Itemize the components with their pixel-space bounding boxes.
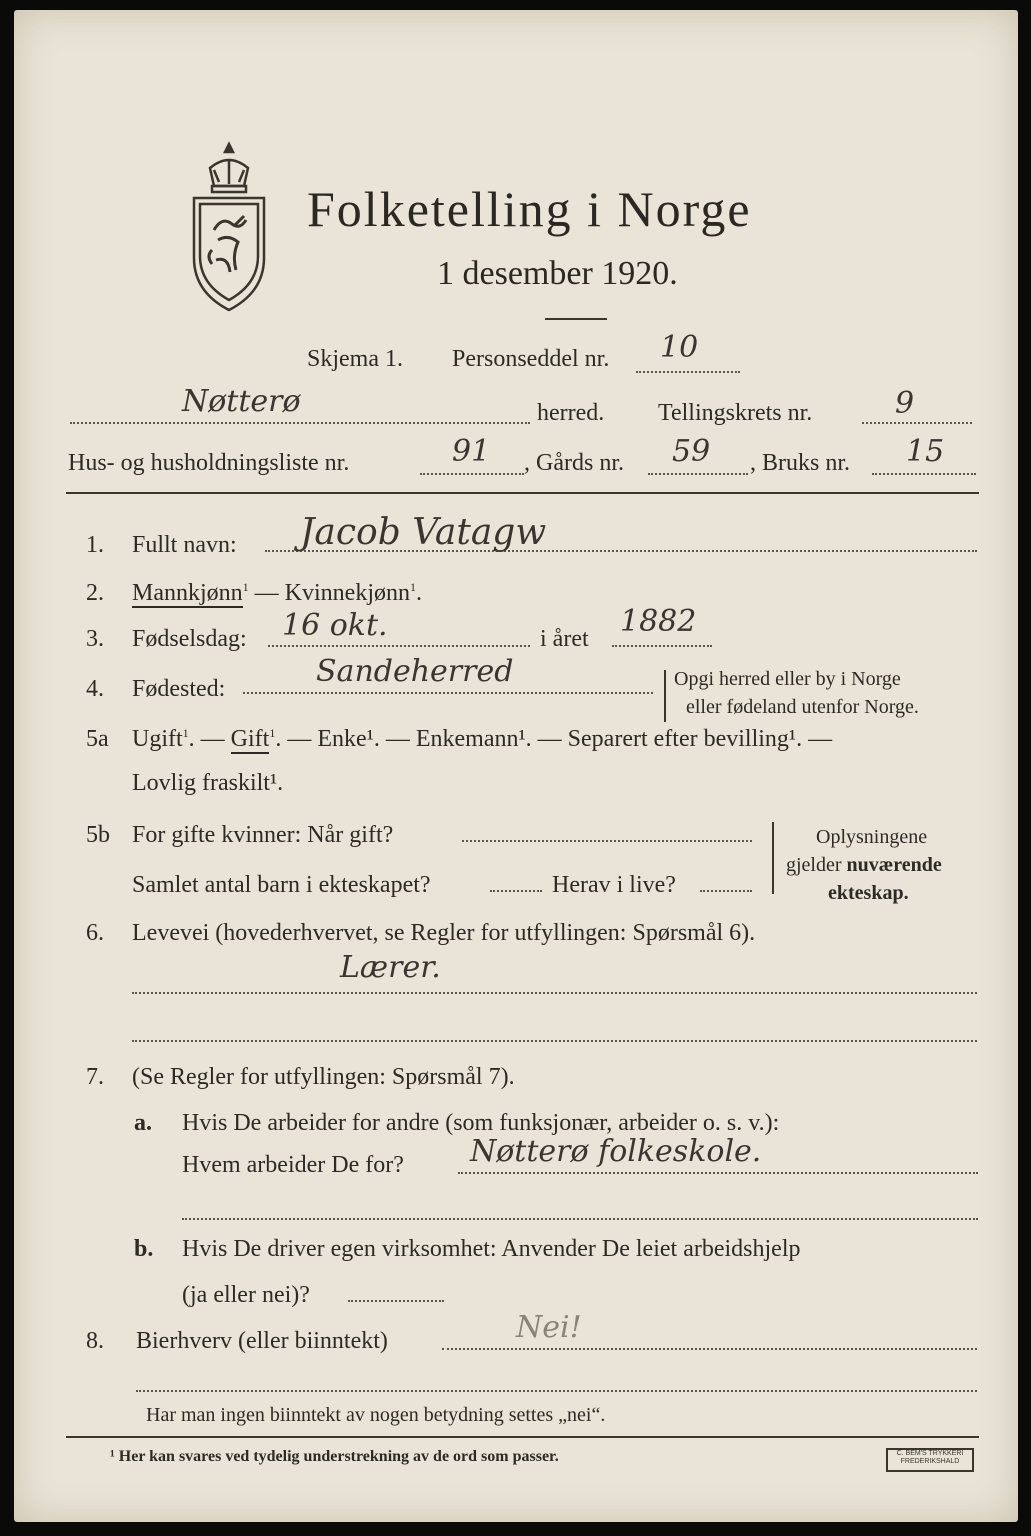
q5b-note-bracket [772,822,774,894]
gards-value[interactable]: 59 [672,434,711,469]
bruks-value[interactable]: 15 [906,434,945,469]
footer-rule [66,1436,979,1438]
q8-line1 [442,1348,977,1350]
herred-value[interactable]: Nøtterø [182,384,301,419]
q5a-line2[interactable]: Lovlig fraskilt¹. [132,770,284,796]
q8-number: 8. [86,1328,104,1354]
q2-sep: — [248,580,285,606]
q7a-question: Hvem arbeider De for? [182,1152,404,1178]
q5b-line3 [700,890,752,892]
q7a-label: Hvis De arbeider for andre (som funksjonær, arbeider o. s. v.): [182,1110,780,1136]
q5a-options: Ugift$^1$. — Gift$^1$. — Enke¹. — Enkemann¹. — Separert efter bevilling¹. — [132,726,833,752]
husholdning-value[interactable]: 91 [452,434,491,469]
q5b-note3: ekteskap. [828,882,909,904]
bruks-line [872,473,976,475]
q5a-gift[interactable]: Gift [230,726,270,752]
q7b-line [348,1300,444,1302]
q3-year-label: i året [540,626,589,652]
q4-number: 4. [86,676,104,702]
q1-label: Fullt navn: [132,532,237,558]
coat-of-arms-icon [188,140,270,315]
q8-line2 [136,1390,977,1392]
q3-year-value[interactable]: 1882 [620,604,697,639]
q7-label: (Se Regler for utfyllingen: Spørsmål 7). [132,1064,515,1090]
q4-note-bracket [664,670,666,722]
q4-note2: eller fødeland utenfor Norge. [686,696,919,718]
q5b-label1: For gifte kvinner: Når gift? [132,822,394,848]
q7a-line2 [182,1218,978,1220]
q1-number: 1. [86,532,104,558]
q2-sup2: 1 [410,580,416,594]
form-subtitle: 1 desember 1920. [437,255,678,292]
tellingskrets-line [862,422,972,424]
q7b-label: Hvis De driver egen virksomhet: Anvender De leiet arbeidshjelp [182,1236,801,1262]
q2-kvinne[interactable]: Kvinnekjønn [284,580,410,606]
q3-number: 3. [86,626,104,652]
husholdning-line [420,473,524,475]
q5b-note2: gjelder nuværende [786,854,942,876]
q6-line2 [132,1040,977,1042]
q5b-label3: Herav i live? [552,872,676,898]
q4-value[interactable]: Sandeherred [316,654,514,689]
q7a-letter: a. [134,1110,152,1136]
q6-label: Levevei (hovederhvervet, se Regler for utfyllingen: Spørsmål 6). [132,920,756,946]
q4-label: Fødested: [132,676,226,702]
q2-sup1: 1 [242,580,249,594]
q7a-value[interactable]: Nøtterø folkeskole. [470,1134,762,1169]
q8-value[interactable]: Nei! [516,1310,582,1345]
q8-label: Bierhverv (eller biinntekt) [136,1328,388,1354]
form-title: Folketelling i Norge [307,181,752,237]
q4-line [243,692,653,694]
tellingskrets-label: Tellingskrets nr. [658,400,813,426]
gards-label: , Gårds nr. [524,450,624,476]
q6-line1 [132,992,977,994]
skjema-label: Skjema 1. [307,346,403,372]
q3-year-line [612,645,712,647]
personseddel-line [636,371,740,373]
q5b-number: 5b [86,822,110,848]
q3-value[interactable]: 16 okt. [282,608,388,643]
q5a-ugift[interactable]: Ugift [132,726,183,752]
q7a-line1 [458,1172,978,1174]
personseddel-label: Personseddel nr. [452,346,610,372]
q5b-label2: Samlet antal barn i ekteskapet? [132,872,431,898]
q3-label: Fødselsdag: [132,626,247,652]
header-rule [66,492,979,494]
q5a-number: 5a [86,726,109,752]
herred-line [70,422,530,424]
q4-note1: Opgi herred eller by i Norge [674,668,901,690]
title-divider [545,318,607,320]
q5b-line2 [490,890,542,892]
q5b-note1: Oplysningene [816,826,928,848]
husholdning-label: Hus- og husholdningsliste nr. [68,450,350,476]
q6-number: 6. [86,920,104,946]
herred-label: herred. [537,400,605,426]
q7-number: 7. [86,1064,104,1090]
q5a-rest: . — Enke¹. — Enkemann¹. — Separert efter bevilling¹. — [275,726,833,752]
personseddel-value[interactable]: 10 [660,330,699,365]
printer-stamp: C. BEM'S TRYKKERI FREDERIKSHALD [886,1448,974,1472]
q1-value[interactable]: Jacob Vatagw [300,512,547,553]
q5b-line1 [462,840,752,842]
footnote: ¹ Her kan svares ved tydelig understrekning av de ord som passer. [110,1448,559,1465]
tellingskrets-value[interactable]: 9 [895,386,915,421]
gards-line [648,473,748,475]
bruks-label: , Bruks nr. [750,450,851,476]
q7b-letter: b. [134,1236,154,1262]
q2-mann[interactable]: Mannkjønn [132,580,243,606]
q7b-question: (ja eller nei)? [182,1282,310,1308]
q2-number: 2. [86,580,104,606]
q2-options [132,580,422,607]
nei-note: Har man ingen biinntekt av nogen betydning settes „nei“. [146,1404,606,1426]
q6-value[interactable]: Lærer. [340,950,441,985]
q2-end: . [416,580,422,606]
q3-line [268,645,530,647]
